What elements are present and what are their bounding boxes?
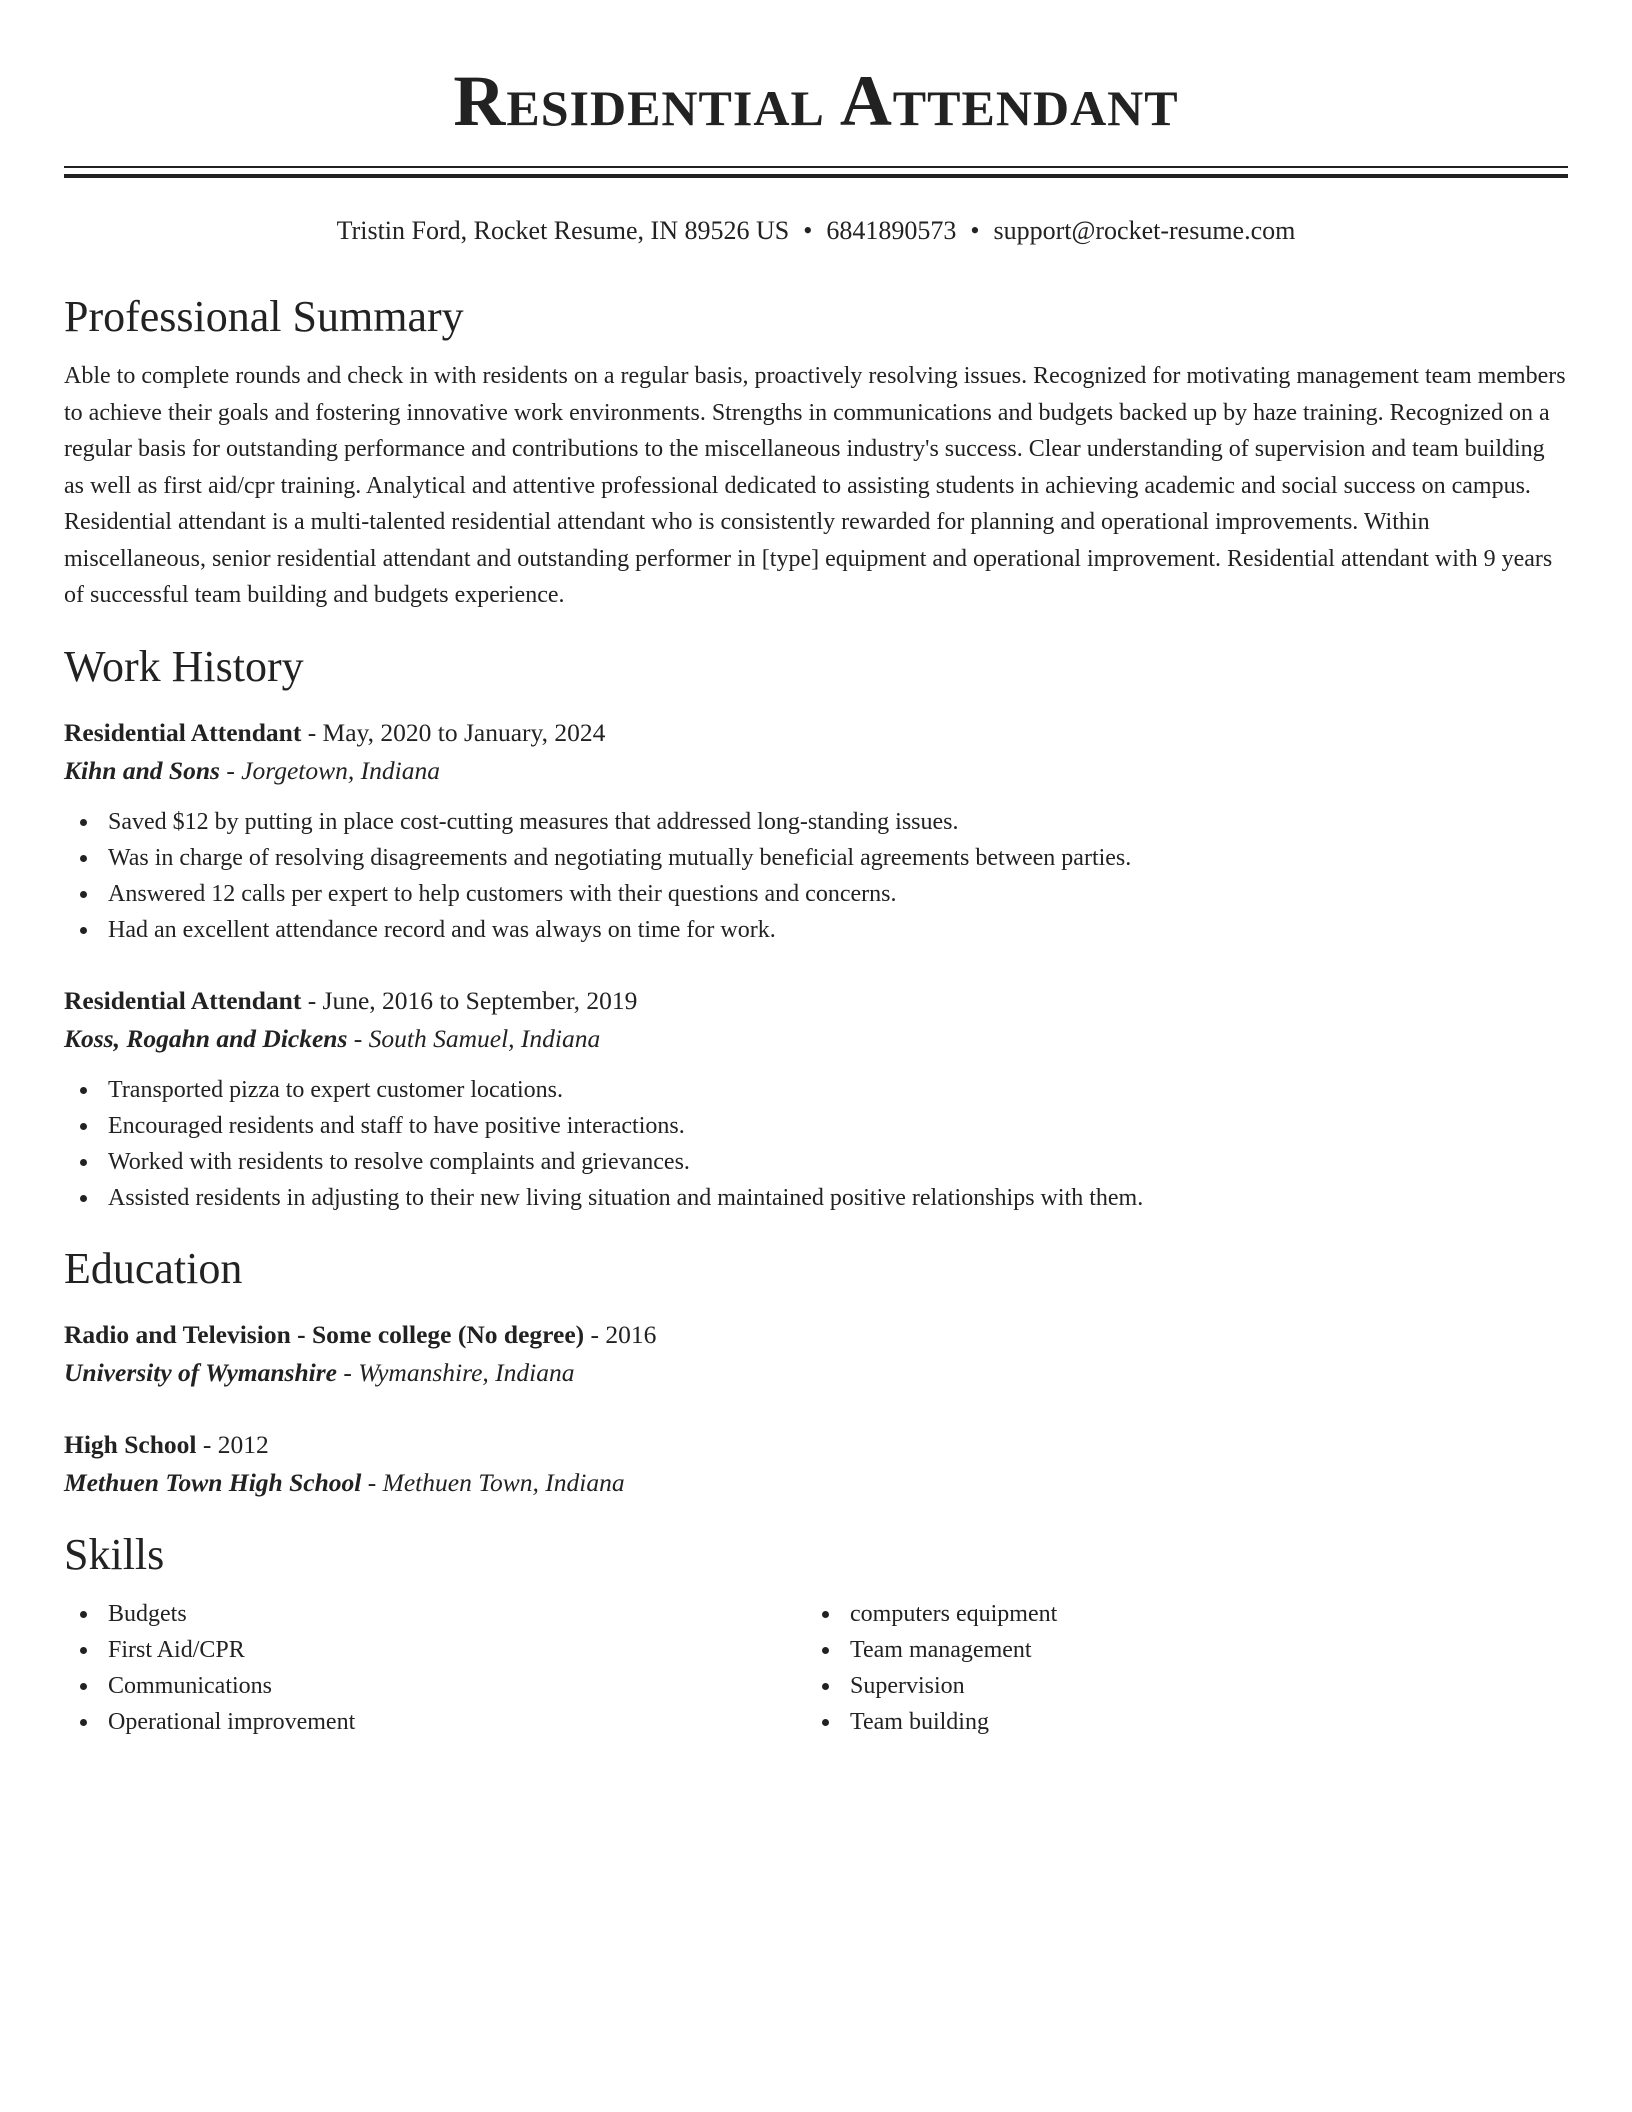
job-dates: - May, 2020 to January, 2024 xyxy=(301,717,606,747)
job-duty: Answered 12 calls per expert to help customers with their questions and concerns. xyxy=(64,876,1568,912)
education-school: Methuen Town High School xyxy=(64,1467,362,1497)
education-entry xyxy=(64,1426,1568,1502)
skills-section xyxy=(64,1528,1568,1740)
job-company-line xyxy=(64,752,1568,790)
job-entry xyxy=(64,982,1568,1216)
job-entry xyxy=(64,714,1568,948)
skills-grid xyxy=(64,1596,1568,1740)
job-duty: Transported pizza to expert customer locations. xyxy=(64,1072,1568,1108)
resume-title: Residential Attendant xyxy=(453,61,1179,141)
job-company-line xyxy=(64,1020,1568,1058)
job-duty: Encouraged residents and staff to have positive interactions. xyxy=(64,1108,1568,1144)
education-school: University of Wymanshire xyxy=(64,1357,337,1387)
work-history-heading: Work History xyxy=(64,641,304,691)
education-location: - Wymanshire, Indiana xyxy=(336,1357,575,1387)
contact-email: support@rocket-resume.com xyxy=(993,216,1296,245)
job-title: Residential Attendant xyxy=(64,985,302,1015)
education-heading: Education xyxy=(64,1243,243,1293)
job-company: Koss, Rogahn and Dickens xyxy=(64,1023,348,1053)
title-divider xyxy=(64,166,1568,178)
contact-address: Tristin Ford, Rocket Resume, IN 89526 US xyxy=(336,216,790,245)
skills-heading: Skills xyxy=(64,1529,165,1579)
skill-item: Team building xyxy=(806,1704,1548,1740)
education-degree-line xyxy=(64,1316,1568,1354)
job-title-line xyxy=(64,714,1568,752)
summary-heading: Professional Summary xyxy=(64,292,464,341)
job-title-line xyxy=(64,982,1568,1020)
skills-column-right xyxy=(806,1596,1548,1740)
job-duty: Had an excellent attendance record and was always on time for work. xyxy=(64,912,1568,948)
divider-thick-line xyxy=(64,174,1568,178)
contact-separator: • xyxy=(970,216,980,245)
education-degree: Radio and Television - Some college (No degree) xyxy=(64,1319,585,1349)
education-school-line xyxy=(64,1464,1568,1502)
education-degree-line xyxy=(64,1426,1568,1464)
skill-item: Operational improvement xyxy=(64,1704,806,1740)
job-company: Kihn and Sons xyxy=(64,755,220,785)
skill-item: Team management xyxy=(806,1632,1548,1668)
job-duty: Worked with residents to resolve complaints and grievances. xyxy=(64,1144,1568,1180)
summary-section xyxy=(64,290,1568,614)
job-location: - Jorgetown, Indiana xyxy=(219,755,440,785)
work-history-section xyxy=(64,640,1568,1216)
job-duty: Saved $12 by putting in place cost-cutting measures that addressed long-standing issues. xyxy=(64,804,1568,840)
contact-phone: 6841890573 xyxy=(826,216,957,245)
job-duty: Assisted residents in adjusting to their new living situation and maintained positive relationships with them. xyxy=(64,1180,1568,1216)
education-year: - 2016 xyxy=(584,1319,657,1349)
skill-item: Supervision xyxy=(806,1668,1548,1704)
skills-column-left xyxy=(64,1596,806,1740)
skill-item: First Aid/CPR xyxy=(64,1632,806,1668)
job-location: - South Samuel, Indiana xyxy=(347,1023,601,1053)
job-dates: - June, 2016 to September, 2019 xyxy=(301,985,638,1015)
skill-item: Communications xyxy=(64,1668,806,1704)
education-year: - 2012 xyxy=(196,1429,269,1459)
education-school-line xyxy=(64,1354,1568,1392)
summary-text: Able to complete rounds and check in with residents on a regular basis, proactively resolving issues. Recognized for motivating management team members to achieve their goals and fostering innovative work environments. Strengths in communications and budgets backed up by haze training. Recognized on a regular basis for outstanding performance and contributions to the miscellaneous industry's success. Clear understanding of supervision and team building as well as first aid/cpr training. Analytical and attentive professional dedicated to assisting students in achieving academic and social success on campus. Residential attendant is a multi-talented residential attendant who is consistently rewarded for planning and operational improvements. Within miscellaneous, senior residential attendant and outstanding performer in [type] equipment and operational improvement. Residential attendant with 9 years of successful team building and budgets experience. xyxy=(64,363,1566,608)
education-section xyxy=(64,1242,1568,1502)
job-title: Residential Attendant xyxy=(64,717,302,747)
divider-thin-line xyxy=(64,166,1568,168)
job-duty: Was in charge of resolving disagreements and negotiating mutually beneficial agreements between parties. xyxy=(64,840,1568,876)
education-degree: High School xyxy=(64,1429,197,1459)
skill-item: Budgets xyxy=(64,1596,806,1632)
contact-separator: • xyxy=(803,216,813,245)
job-duties-list xyxy=(64,1072,1568,1216)
contact-line xyxy=(64,214,1568,248)
job-duties-list xyxy=(64,804,1568,948)
education-entry xyxy=(64,1316,1568,1392)
skill-item: computers equipment xyxy=(806,1596,1548,1632)
education-location: - Methuen Town, Indiana xyxy=(361,1467,625,1497)
